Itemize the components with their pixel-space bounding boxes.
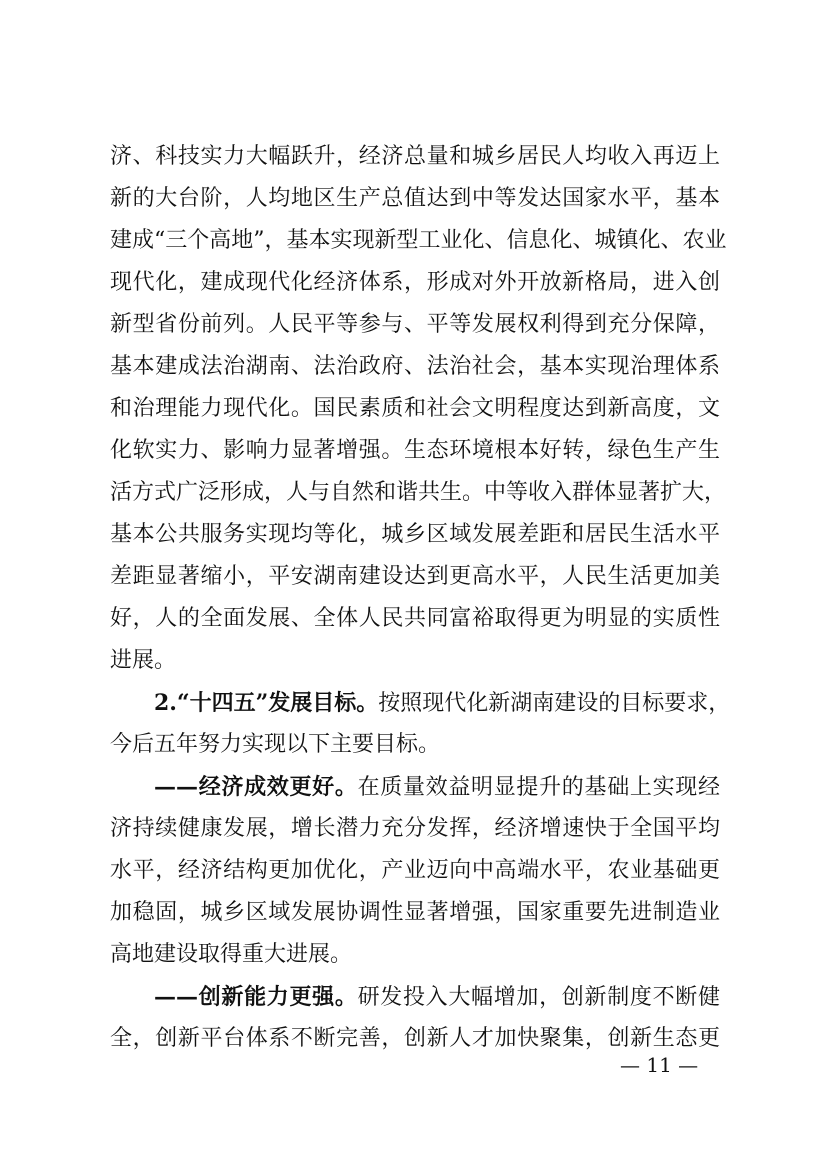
- paragraph-line: 建成“三个高地”，基本实现新型工业化、信息化、城镇化、农业: [110, 228, 727, 253]
- paragraph-line: 进展。: [110, 648, 177, 673]
- goal-heading-innovation: ——创新能力更强。: [154, 984, 358, 1010]
- paragraph-line: 加稳固，城乡区域发展协调性显著增强，国家重要先进制造业: [110, 900, 720, 925]
- paragraph-line: 今后五年努力实现以下主要目标。: [110, 732, 441, 757]
- paragraph-line: 全，创新平台体系不断完善，创新人才加快聚集，创新生态更: [110, 1026, 720, 1051]
- paragraph-line: 好，人的全面发展、全体人民共同富裕取得更为明显的实质性: [110, 606, 720, 631]
- section-heading-line: [154, 688, 731, 718]
- paragraph-line: 现代化，建成现代化经济体系，形成对外开放新格局，进入创: [110, 270, 720, 295]
- paragraph-line: 高地建设取得重大进展。: [110, 942, 353, 967]
- paragraph-line: 济持续健康发展，增长潜力充分发挥，经济增速快于全国平均: [110, 816, 720, 841]
- paragraph-line: 和治理能力现代化。国民素质和社会文明程度达到新高度，文: [110, 396, 720, 421]
- paragraph-line: 活方式广泛形成，人与自然和谐共生。中等收入群体显著扩大，: [110, 480, 727, 505]
- page-number: — 11 —: [620, 1053, 699, 1077]
- goal-heading-line: [154, 982, 720, 1012]
- section-text: 按照现代化新湖南建设的目标要求，: [378, 691, 731, 716]
- paragraph-line: 水平，经济结构更加优化，产业迈向中高端水平，农业基础更: [110, 858, 720, 883]
- goal-heading-economy: ——经济成效更好。: [154, 774, 358, 800]
- paragraph-line: 化软实力、影响力显著增强。生态环境根本好转，绿色生产生: [110, 438, 720, 463]
- section-heading: 2.“十四五”发展目标。: [154, 690, 379, 716]
- goal-text: 在质量效益明显提升的基础上实现经: [357, 775, 720, 800]
- paragraph-line: 新的大台阶，人均地区生产总值达到中等发达国家水平，基本: [110, 186, 720, 211]
- goal-text: 研发投入大幅增加，创新制度不断健: [357, 985, 720, 1010]
- paragraph-line: 基本建成法治湖南、法治政府、法治社会，基本实现治理体系: [110, 354, 720, 379]
- paragraph-line: 差距显著缩小，平安湖南建设达到更高水平，人民生活更加美: [110, 564, 720, 589]
- paragraph-line: 基本公共服务实现均等化，城乡区域发展差距和居民生活水平: [110, 522, 720, 547]
- paragraph-line: 济、科技实力大幅跃升，经济总量和城乡居民人均收入再迈上: [110, 144, 720, 169]
- paragraph-line: 新型省份前列。人民平等参与、平等发展权利得到充分保障，: [110, 312, 720, 337]
- goal-heading-line: [154, 772, 720, 802]
